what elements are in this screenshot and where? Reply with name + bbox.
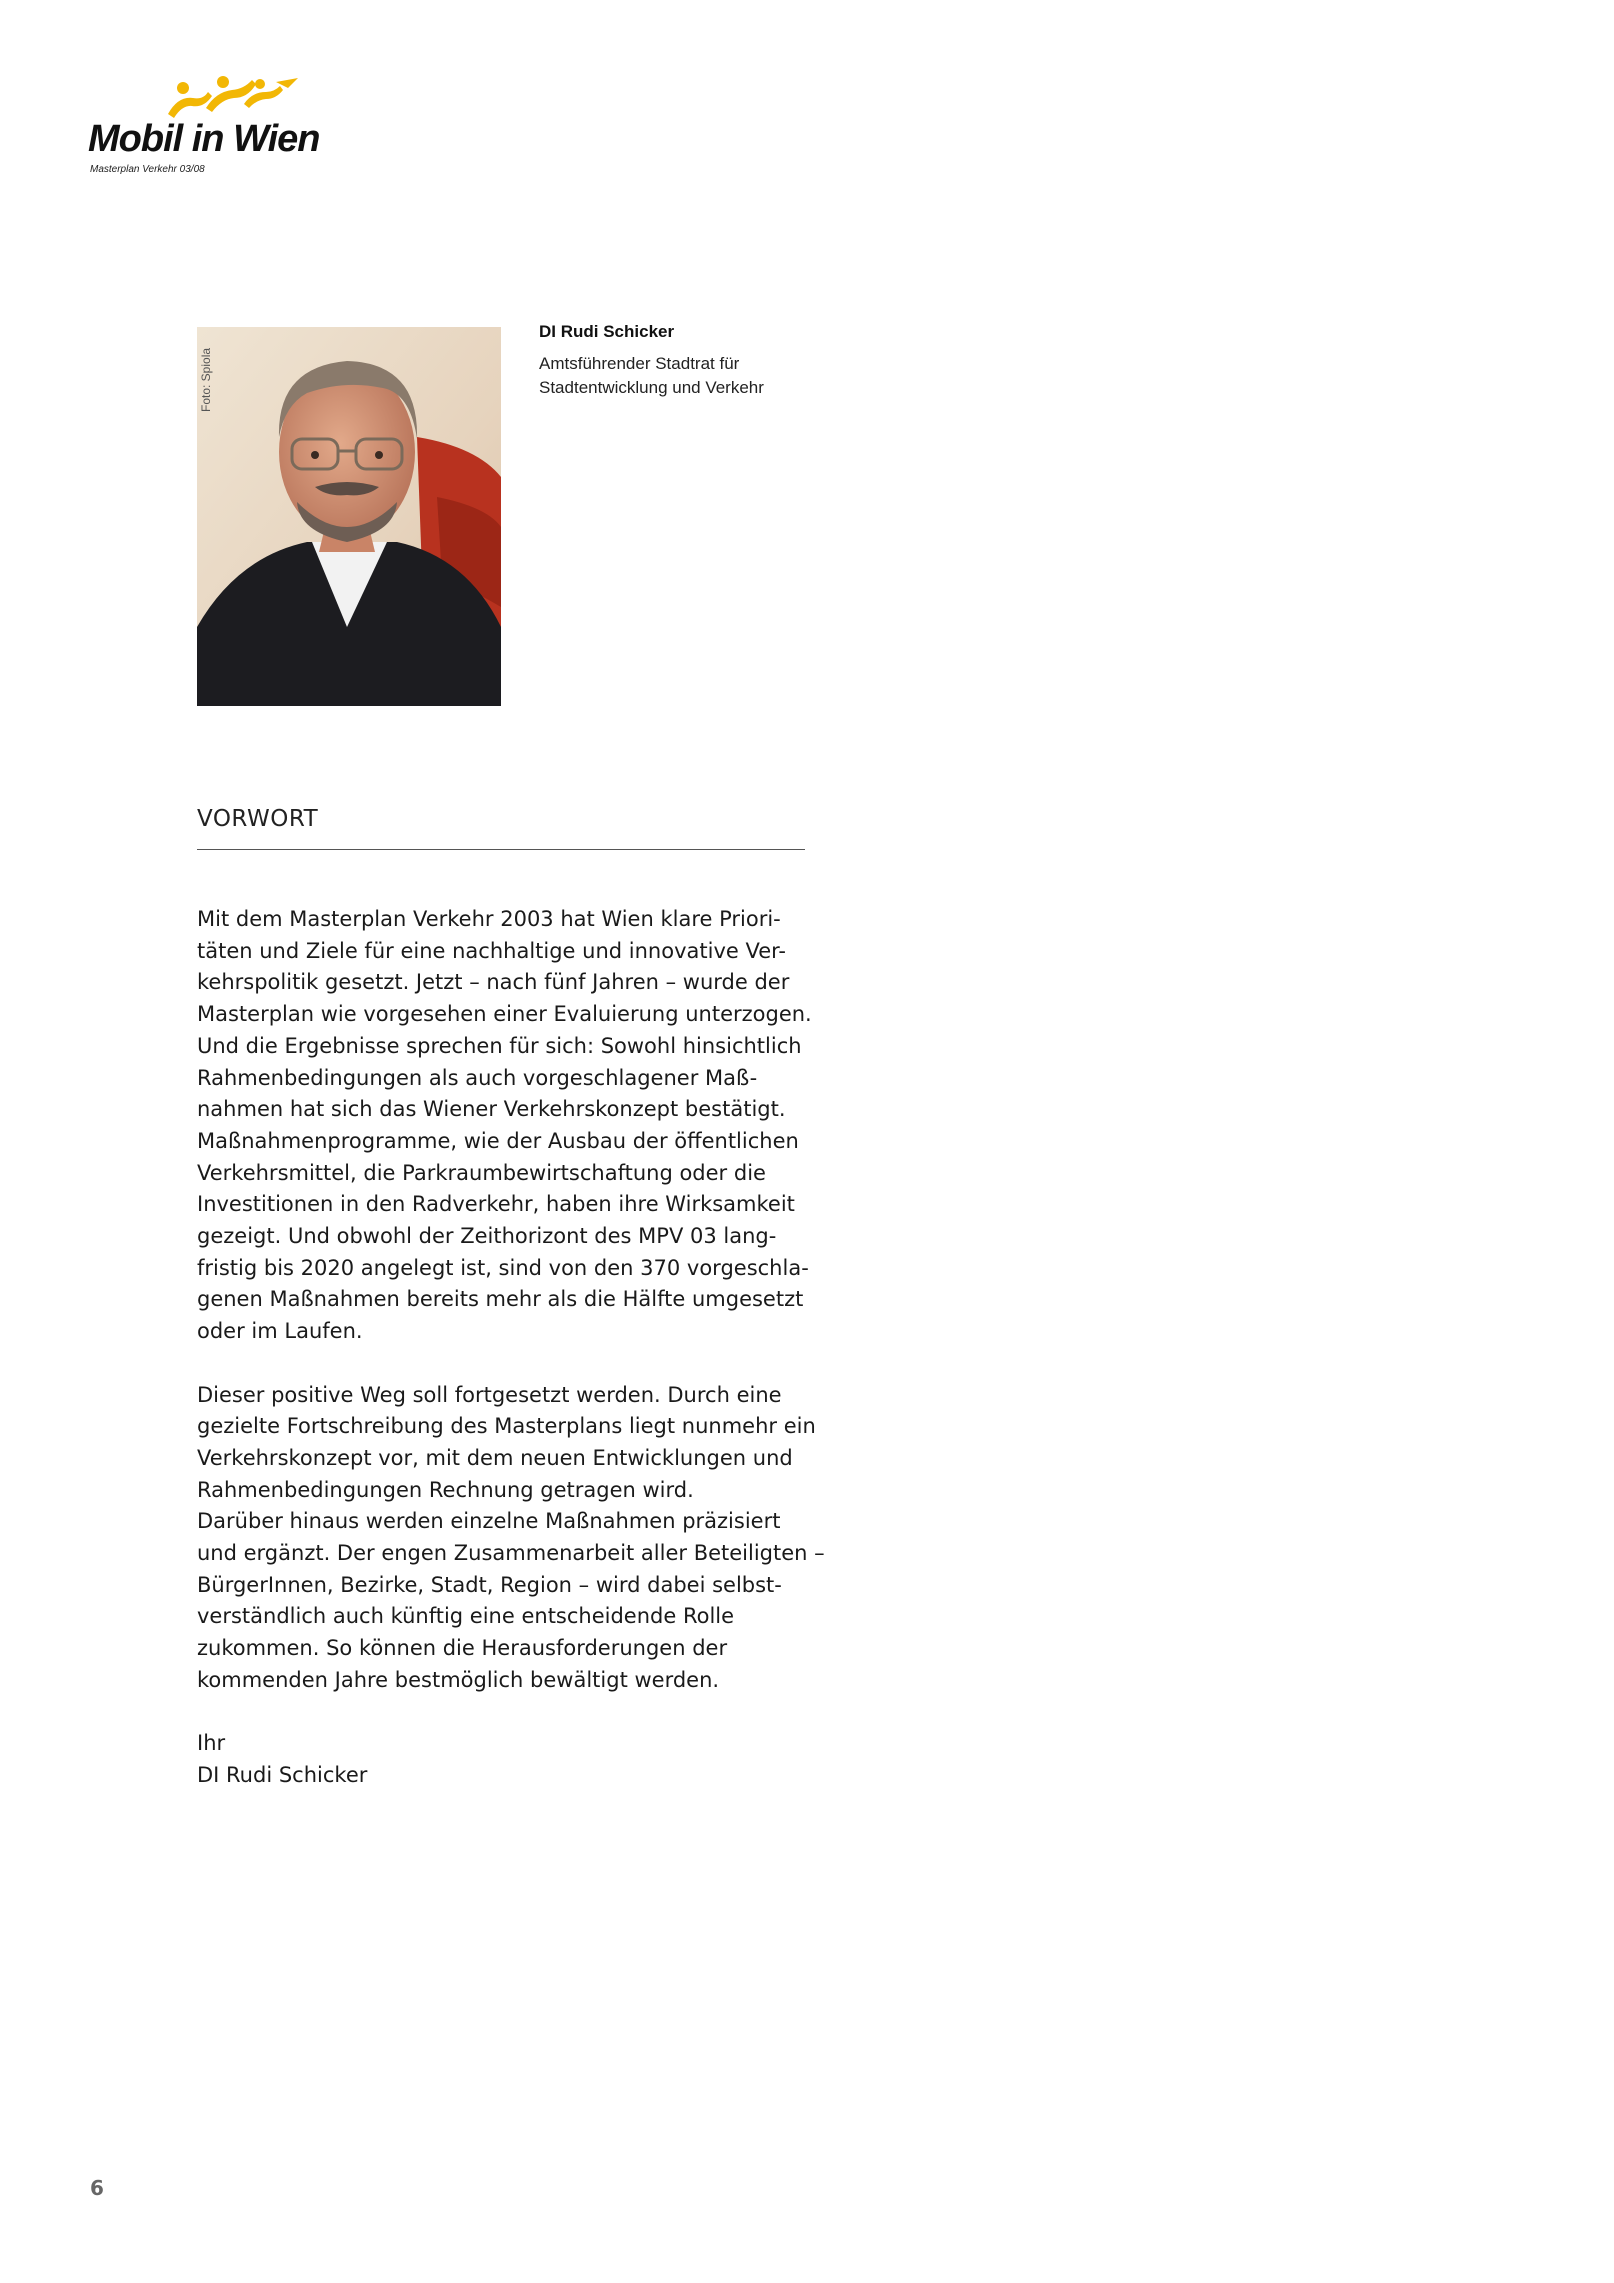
article-body <box>197 904 837 1823</box>
text-line: und ergänzt. Der engen Zusammenarbeit aller Beteiligten – <box>197 1541 825 1566</box>
role-line: Stadtentwicklung und Verkehr <box>539 378 764 397</box>
text-line: Rahmenbedingungen Rechnung getragen wird. <box>197 1477 694 1502</box>
text-line: BürgerInnen, Bezirke, Stadt, Region – wird dabei selbst- <box>197 1572 782 1597</box>
person-role <box>539 352 839 400</box>
text-line: gezielte Fortschreibung des Masterplans liegt nunmehr ein <box>197 1414 816 1439</box>
text-line: täten und Ziele für eine nachhaltige und innovative Ver- <box>197 938 786 963</box>
paragraph <box>197 1380 837 1697</box>
text-line: Rahmenbedingungen als auch vorgeschlagener Maß- <box>197 1065 758 1090</box>
photo-credit: Foto: Spiola <box>199 347 213 412</box>
text-line: Darüber hinaus werden einzelne Maßnahmen präzisiert <box>197 1509 781 1534</box>
signature-greeting: Ihr <box>197 1731 226 1756</box>
page-number: 6 <box>90 2176 104 2200</box>
text-line: oder im Laufen. <box>197 1319 363 1344</box>
signature-name: DI Rudi Schicker <box>197 1762 368 1787</box>
paragraph <box>197 904 837 1348</box>
text-line: Dieser positive Weg soll fortgesetzt werden. Durch eine <box>197 1382 782 1407</box>
logo <box>88 74 328 184</box>
text-line: Und die Ergebnisse sprechen für sich: Sowohl hinsichtlich <box>197 1033 802 1058</box>
logo-title: Mobil in Wien <box>88 118 320 160</box>
text-line: fristig bis 2020 angelegt ist, sind von den 370 vorgeschla- <box>197 1255 809 1280</box>
person-name: DI Rudi Schicker <box>539 322 675 341</box>
text-line: Verkehrskonzept vor, mit dem neuen Entwicklungen und <box>197 1445 793 1470</box>
text-line: Masterplan wie vorgesehen einer Evaluierung unterzogen. <box>197 1002 812 1027</box>
text-line: Maßnahmenprogramme, wie der Ausbau der öffentlichen <box>197 1128 799 1153</box>
signature <box>197 1728 837 1791</box>
section-title: VORWORT <box>197 806 319 832</box>
section-divider <box>197 849 805 850</box>
text-line: gezeigt. Und obwohl der Zeithorizont des MPV 03 lang- <box>197 1224 777 1249</box>
text-line: genen Maßnahmen bereits mehr als die Hälfte umgesetzt <box>197 1287 804 1312</box>
role-line: Amtsführender Stadtrat für <box>539 354 740 373</box>
portrait-photo <box>197 327 501 706</box>
text-line: verständlich auch künftig eine entscheidende Rolle <box>197 1604 735 1629</box>
text-line: Mit dem Masterplan Verkehr 2003 hat Wien klare Priori- <box>197 907 781 931</box>
logo-subtitle: Masterplan Verkehr 03/08 <box>90 164 205 175</box>
text-line: kommenden Jahre bestmöglich bewältigt werden. <box>197 1667 720 1692</box>
text-line: Verkehrsmittel, die Parkraumbewirtschaftung oder die <box>197 1160 766 1185</box>
text-line: nahmen hat sich das Wiener Verkehrskonzept bestätigt. <box>197 1097 786 1122</box>
text-line: zukommen. So können die Herausforderungen der <box>197 1636 728 1661</box>
text-line: kehrspolitik gesetzt. Jetzt – nach fünf Jahren – wurde der <box>197 970 790 995</box>
text-line: Investitionen in den Radverkehr, haben ihre Wirksamkeit <box>197 1192 795 1217</box>
